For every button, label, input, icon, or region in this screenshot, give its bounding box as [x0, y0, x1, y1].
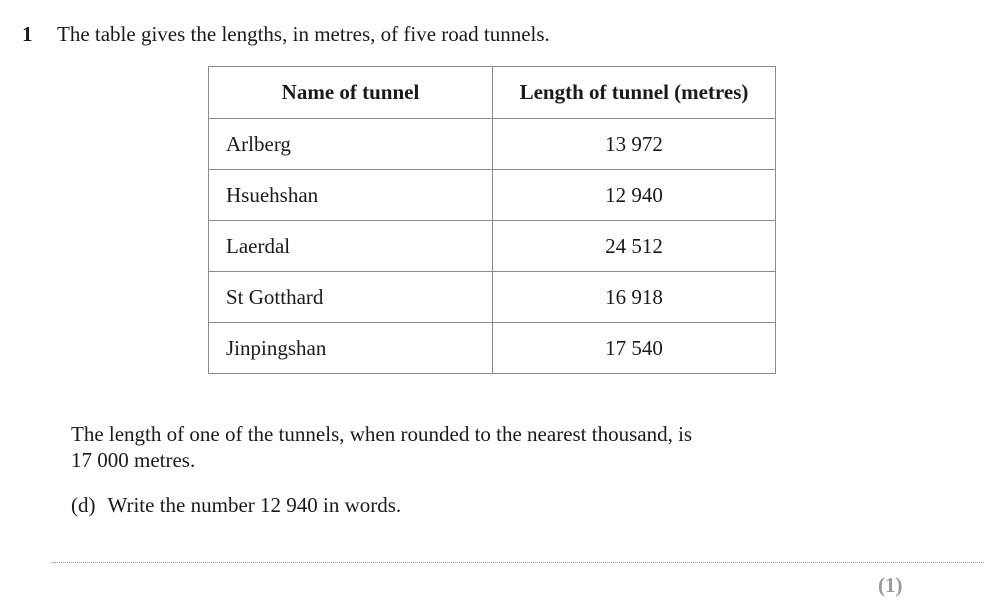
- tunnel-name-cell: Arlberg: [209, 119, 493, 170]
- table-row: [209, 221, 776, 272]
- question-intro: The table gives the lengths, in metres, of five road tunnels.: [57, 22, 550, 46]
- question-number: 1: [22, 22, 33, 46]
- tunnel-name-cell: Jinpingshan: [209, 323, 493, 374]
- table-row: [209, 170, 776, 221]
- tunnel-length-cell: 24 512: [493, 221, 776, 272]
- tunnel-length-cell: 17 540: [493, 323, 776, 374]
- table-header-row: [209, 67, 776, 119]
- tunnel-length-cell: 13 972: [493, 119, 776, 170]
- part-d-text: Write the number 12 940 in words.: [107, 493, 402, 517]
- tunnel-name-cell: Hsuehshan: [209, 170, 493, 221]
- marks-label: (1): [878, 573, 903, 597]
- rounding-paragraph-line-1: The length of one of the tunnels, when rounded to the nearest thousand, is: [71, 422, 693, 446]
- tunnel-length-cell: 16 918: [493, 272, 776, 323]
- tunnel-name-cell: Laerdal: [209, 221, 493, 272]
- tunnel-name-cell: St Gotthard: [209, 272, 493, 323]
- table-row: [209, 323, 776, 374]
- header-length-of-tunnel: Length of tunnel (metres): [493, 67, 776, 119]
- table-row: [209, 272, 776, 323]
- rounding-paragraph: [71, 421, 791, 473]
- answer-line[interactable]: [52, 562, 984, 563]
- part-d-label: (d): [71, 493, 96, 517]
- tunnel-length-cell: 12 940: [493, 170, 776, 221]
- tunnel-table: [208, 66, 776, 374]
- table-row: [209, 119, 776, 170]
- part-d-question: [71, 493, 401, 518]
- header-name-of-tunnel: Name of tunnel: [209, 67, 493, 119]
- rounding-paragraph-line-2: 17 000 metres.: [71, 448, 196, 472]
